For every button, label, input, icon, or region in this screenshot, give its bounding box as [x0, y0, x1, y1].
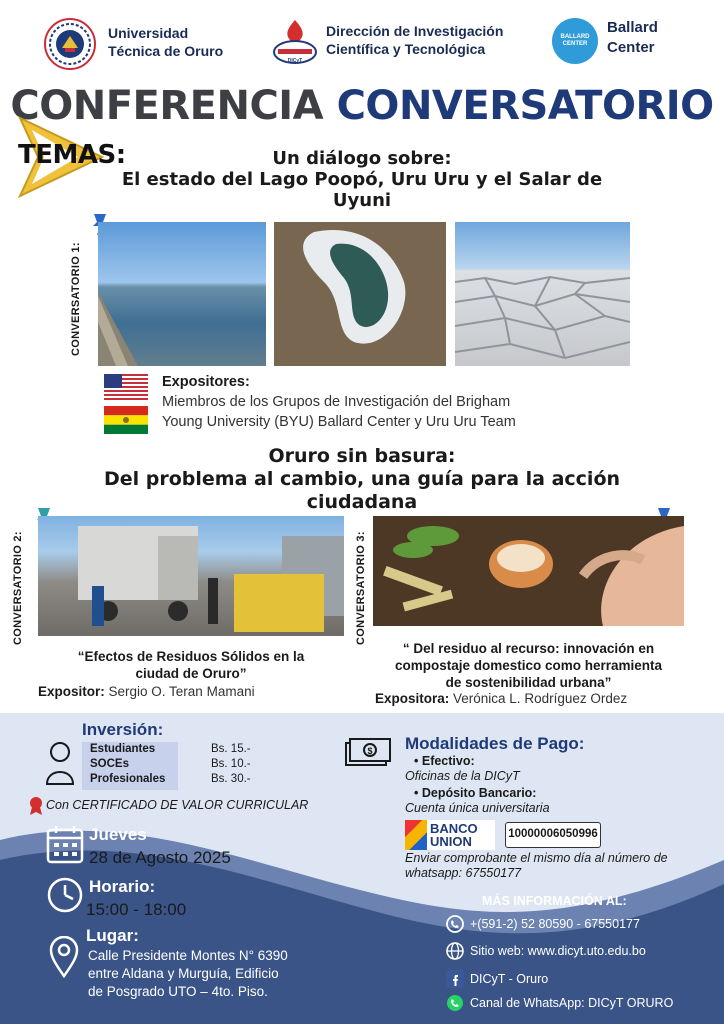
conv1-expositores-line2: Young University (BYU) Ballard Center y Uru Uru Team: [162, 414, 516, 430]
bank-name-line2: UNION: [430, 834, 472, 849]
svg-text:DICyT: DICyT: [287, 58, 303, 64]
inversion-row: SOCEs: [90, 758, 129, 770]
phone-icon: [446, 915, 464, 933]
conv3-caption-line3: de sostenibilidad urbana”: [445, 675, 612, 690]
info-phone: [446, 915, 640, 933]
pago-efectivo-label: • Efectivo:: [414, 754, 475, 768]
info-whatsapp-text: Canal de WhatsApp: DICyT ORURO: [470, 996, 674, 1010]
dicyt-name: Dirección de Investigación Científica y Tecnológica: [326, 23, 504, 57]
conv2-expositor-label: Expositor:: [38, 684, 105, 699]
bolivia-flag-icon: [104, 406, 148, 434]
lugar-line3: de Posgrado UTO – 4to. Piso.: [88, 984, 268, 999]
temas-label: TEMAS:: [18, 140, 126, 170]
pago-deposito-text: Cuenta única universitaria: [405, 801, 550, 815]
certificate-ribbon-icon: [28, 796, 44, 816]
conv2-expositor-name: Sergio O. Teran Mamani: [104, 684, 255, 699]
info-title: MÁS INFORMACIÓN AL:: [482, 894, 627, 908]
info-whatsapp[interactable]: [446, 994, 673, 1012]
conv1-expositores-line1: Miembros de los Grupos de Investigación del Brigham: [162, 394, 511, 410]
lugar-line2: entre Aldana y Murguía, Edificio: [88, 966, 279, 981]
ballard-logo-text: BALLARD CENTER: [560, 34, 590, 47]
usa-flag-icon: [104, 374, 148, 400]
photo-salar-uyuni: [455, 222, 630, 366]
banco-union-logo: [405, 820, 495, 850]
fecha-date: 28 de Agosto 2025: [89, 848, 231, 867]
whatsapp-icon: [446, 994, 464, 1012]
topic1-line2: El estado del Lago Poopó, Uru Uru y el Salar de: [121, 169, 603, 190]
horario-time: 15:00 - 18:00: [86, 900, 187, 919]
lugar-line1: Calle Presidente Montes N° 6390: [88, 948, 288, 963]
conv2-caption-line2: ciudad de Oruro”: [135, 666, 247, 681]
calendar-icon: [46, 824, 84, 864]
inversion-price: Bs. 15.-: [211, 743, 251, 755]
topic1-line3: Uyuni: [332, 190, 392, 211]
certificado-text: Con CERTIFICADO DE VALOR CURRICULAR: [46, 798, 309, 812]
clock-icon: [46, 876, 84, 914]
info-facebook-text: DICyT - Oruro: [470, 972, 549, 986]
horario-label: Horario:: [89, 877, 156, 896]
pago-note-line2: whatsapp: 67550177: [405, 866, 522, 880]
topic2-line2: Del problema al cambio, una guía para la acción: [103, 468, 621, 490]
pago-note-line1: Enviar comprobante el mismo día al número de: [405, 851, 668, 865]
topic2-line1: Oruro sin basura:: [268, 445, 456, 467]
inversion-row: Profesionales: [90, 773, 166, 785]
inversion-price: Bs. 30.-: [211, 773, 251, 785]
conv3-caption-line2: compostaje domestico como herramienta: [394, 658, 663, 673]
account-number: 10000006050996: [505, 822, 601, 848]
info-facebook[interactable]: [446, 970, 548, 988]
inversion-row: Estudiantes: [90, 743, 156, 755]
conv3-expositor-label: Expositora:: [375, 691, 450, 706]
dicyt-logo: [272, 18, 318, 66]
photo-residuos-solidos: [38, 516, 344, 636]
pago-title: Modalidades de Pago:: [405, 734, 585, 753]
fecha-day: Jueves: [89, 825, 147, 844]
title-conferencia: CONFERENCIA: [10, 83, 324, 129]
bank-name-line1: BANCO: [430, 821, 478, 836]
info-phone-text: +(591-2) 52 80590 - 67550177: [470, 917, 640, 931]
svg-text:$: $: [367, 746, 373, 756]
title-conversatorio: CONVERSATORIO: [336, 83, 714, 129]
topic1-line1: Un diálogo sobre:: [272, 148, 452, 169]
conv3-caption: [373, 640, 684, 691]
main-title: [0, 80, 724, 132]
conv2-caption-line1: “Efectos de Residuos Sólidos en la: [77, 649, 305, 664]
photo-lago-poopo-satelite: [274, 222, 446, 366]
pago-efectivo-text: Oficinas de la DICyT: [405, 769, 520, 783]
conv1-expositores-label: Expositores:: [162, 374, 250, 390]
topic2-line3: ciudadana: [306, 491, 418, 513]
conv2-caption: [38, 648, 344, 682]
conv2-expositor: [38, 684, 255, 699]
conv3-caption-line1: “ Del residuo al recurso: innovación en: [402, 641, 655, 656]
pago-deposito-label: • Depósito Bancario:: [414, 786, 537, 800]
conv1-label: CONVERSATORIO 1:: [70, 242, 82, 356]
ballard-logo: [552, 18, 598, 64]
money-icon: [344, 737, 392, 769]
location-pin-icon: [48, 936, 80, 978]
photo-lago-uru-uru: [98, 222, 266, 366]
lugar-label: Lugar:: [86, 926, 139, 945]
conv3-expositor: [375, 691, 627, 706]
user-icon: [44, 740, 76, 786]
facebook-icon: [446, 970, 464, 988]
info-web[interactable]: [446, 942, 646, 960]
conv3-label: CONVERSATORIO 3:: [355, 531, 367, 645]
inversion-title: Inversión:: [82, 720, 164, 739]
inversion-price: Bs. 10.-: [211, 758, 251, 770]
uto-logo: [44, 18, 96, 70]
photo-compostaje: [373, 516, 684, 626]
conv2-label: CONVERSATORIO 2:: [12, 531, 24, 645]
globe-icon: [446, 942, 464, 960]
ballard-name: Ballard Center: [607, 19, 658, 56]
conv3-expositor-name: Verónica L. Rodríguez Ordez: [449, 691, 628, 706]
info-web-text: Sitio web: www.dicyt.uto.edu.bo: [470, 944, 646, 958]
uto-name: Universidad Técnica de Oruro: [108, 25, 224, 59]
